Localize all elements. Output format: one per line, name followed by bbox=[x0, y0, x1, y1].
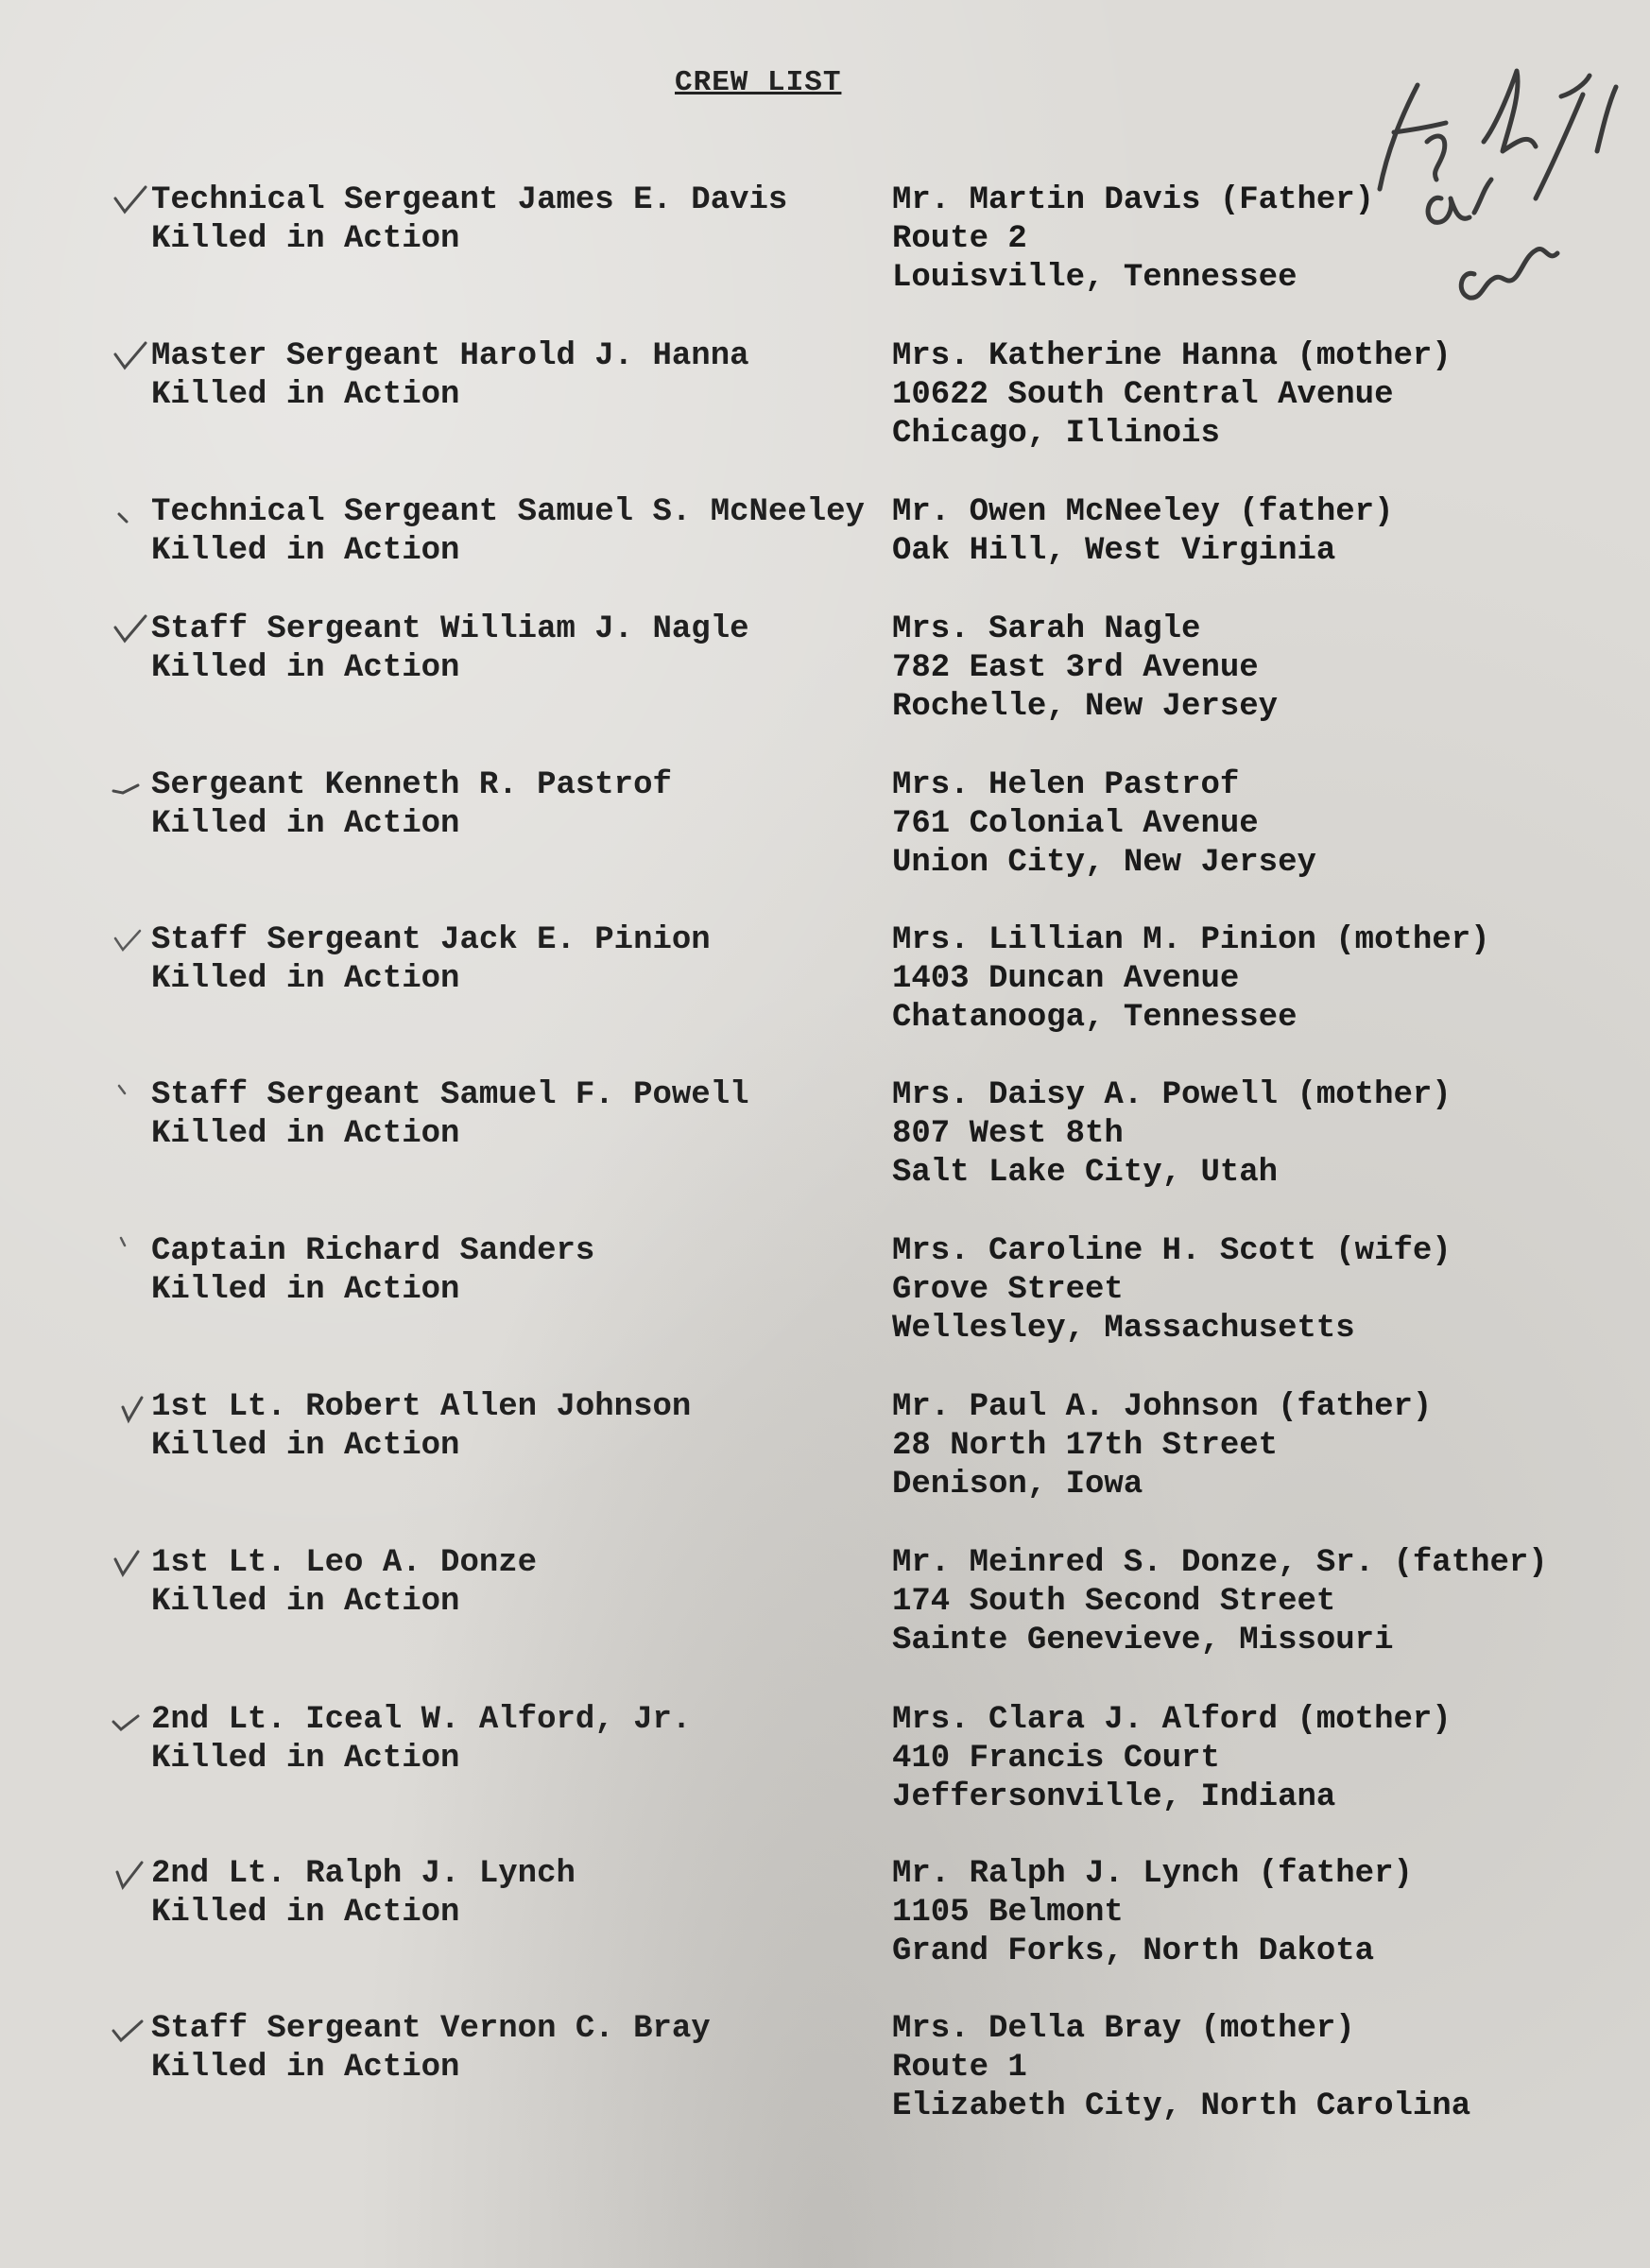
crew-member-status: Killed in Action bbox=[151, 2050, 460, 2086]
checkmark-icon bbox=[110, 1388, 149, 1428]
next-of-kin bbox=[892, 2010, 1470, 2126]
checkmark-icon bbox=[110, 493, 149, 533]
crew-member-status: Killed in Action bbox=[151, 533, 460, 569]
page-title: CREW LIST bbox=[675, 66, 842, 99]
checkmark-icon bbox=[110, 337, 149, 377]
crew-member-status: Killed in Action bbox=[151, 650, 460, 686]
crew-entry bbox=[0, 337, 1650, 470]
next-of-kin bbox=[892, 1388, 1432, 1504]
kin-address-line: Rochelle, New Jersey bbox=[892, 689, 1279, 725]
kin-name: Mrs. Daisy A. Powell (mother) bbox=[892, 1077, 1452, 1113]
kin-name: Mr. Meinred S. Donze, Sr. (father) bbox=[892, 1545, 1548, 1581]
kin-address-line: 174 South Second Street bbox=[892, 1584, 1336, 1620]
checkmark-icon bbox=[110, 610, 149, 650]
kin-name: Mrs. Clara J. Alford (mother) bbox=[892, 1702, 1452, 1738]
checkmark-icon bbox=[110, 1544, 149, 1584]
kin-address-line: Oak Hill, West Virginia bbox=[892, 533, 1336, 569]
crew-member bbox=[151, 610, 749, 688]
crew-member-status: Killed in Action bbox=[151, 1272, 460, 1308]
crew-member bbox=[151, 493, 865, 571]
crew-entry bbox=[0, 1076, 1650, 1209]
crew-member-status: Killed in Action bbox=[151, 1741, 460, 1777]
crew-member-name: 1st Lt. Robert Allen Johnson bbox=[151, 1389, 692, 1425]
checkmark-icon bbox=[110, 1855, 149, 1895]
next-of-kin bbox=[892, 493, 1394, 571]
next-of-kin bbox=[892, 1701, 1452, 1817]
kin-name: Mr. Owen McNeeley (father) bbox=[892, 494, 1394, 530]
kin-address-line: Wellesley, Massachusetts bbox=[892, 1311, 1355, 1347]
crew-member bbox=[151, 766, 672, 844]
crew-member-name: 2nd Lt. Ralph J. Lynch bbox=[151, 1856, 576, 1892]
crew-member-name: Sergeant Kenneth R. Pastrof bbox=[151, 767, 672, 803]
crew-member-name: Master Sergeant Harold J. Hanna bbox=[151, 338, 749, 374]
kin-address-line: Grove Street bbox=[892, 1272, 1124, 1308]
next-of-kin bbox=[892, 921, 1490, 1038]
kin-address-line: 782 East 3rd Avenue bbox=[892, 650, 1259, 686]
kin-address-line: Route 2 bbox=[892, 221, 1027, 257]
crew-member-status: Killed in Action bbox=[151, 377, 460, 413]
crew-member-name: Captain Richard Sanders bbox=[151, 1233, 595, 1269]
kin-address-line: Chicago, Illinois bbox=[892, 416, 1220, 452]
kin-address-line: Grand Forks, North Dakota bbox=[892, 1933, 1375, 1969]
crew-entry bbox=[0, 766, 1650, 899]
kin-address-line: 410 Francis Court bbox=[892, 1741, 1220, 1777]
kin-address-line: 1105 Belmont bbox=[892, 1895, 1124, 1931]
crew-entry bbox=[0, 181, 1650, 314]
kin-name: Mrs. Lillian M. Pinion (mother) bbox=[892, 922, 1490, 958]
crew-member bbox=[151, 337, 749, 415]
next-of-kin bbox=[892, 1076, 1452, 1193]
crew-member bbox=[151, 1701, 691, 1778]
crew-member-name: Staff Sergeant William J. Nagle bbox=[151, 611, 749, 647]
crew-entry bbox=[0, 1855, 1650, 1987]
kin-address-line: Sainte Genevieve, Missouri bbox=[892, 1623, 1394, 1658]
crew-member-name: Staff Sergeant Samuel F. Powell bbox=[151, 1077, 749, 1113]
crew-entry bbox=[0, 921, 1650, 1054]
crew-member-status: Killed in Action bbox=[151, 1428, 460, 1464]
kin-address-line: Chatanooga, Tennessee bbox=[892, 1000, 1298, 1036]
crew-member bbox=[151, 1076, 749, 1154]
crew-entry bbox=[0, 1388, 1650, 1521]
next-of-kin bbox=[892, 181, 1374, 298]
kin-name: Mrs. Helen Pastrof bbox=[892, 767, 1240, 803]
checkmark-icon bbox=[110, 181, 149, 221]
crew-member bbox=[151, 2010, 711, 2088]
crew-entry bbox=[0, 2010, 1650, 2142]
crew-entry bbox=[0, 493, 1650, 626]
kin-name: Mrs. Sarah Nagle bbox=[892, 611, 1201, 647]
kin-name: Mrs. Caroline H. Scott (wife) bbox=[892, 1233, 1452, 1269]
kin-address-line: 807 West 8th bbox=[892, 1116, 1124, 1152]
checkmark-icon bbox=[110, 1701, 149, 1741]
crew-entry bbox=[0, 1232, 1650, 1365]
crew-entry bbox=[0, 610, 1650, 743]
crew-entry bbox=[0, 1701, 1650, 1833]
next-of-kin bbox=[892, 1232, 1452, 1349]
crew-member bbox=[151, 921, 711, 999]
crew-member-name: Technical Sergeant James E. Davis bbox=[151, 182, 788, 218]
crew-member-name: 2nd Lt. Iceal W. Alford, Jr. bbox=[151, 1702, 692, 1738]
crew-member bbox=[151, 1544, 537, 1622]
crew-entry bbox=[0, 1544, 1650, 1676]
kin-address-line: Denison, Iowa bbox=[892, 1467, 1143, 1503]
checkmark-icon bbox=[110, 921, 149, 961]
next-of-kin bbox=[892, 610, 1278, 727]
crew-member-name: Technical Sergeant Samuel S. McNeeley bbox=[151, 494, 865, 530]
crew-member-status: Killed in Action bbox=[151, 1895, 460, 1931]
crew-member-status: Killed in Action bbox=[151, 961, 460, 997]
crew-member bbox=[151, 1388, 691, 1466]
kin-name: Mrs. Katherine Hanna (mother) bbox=[892, 338, 1452, 374]
checkmark-icon bbox=[110, 1076, 149, 1116]
kin-name: Mr. Ralph J. Lynch (father) bbox=[892, 1856, 1413, 1892]
kin-name: Mr. Martin Davis (Father) bbox=[892, 182, 1375, 218]
next-of-kin bbox=[892, 337, 1452, 454]
kin-address-line: 761 Colonial Avenue bbox=[892, 806, 1259, 842]
crew-member-name: Staff Sergeant Jack E. Pinion bbox=[151, 922, 711, 958]
next-of-kin bbox=[892, 766, 1316, 883]
kin-name: Mr. Paul A. Johnson (father) bbox=[892, 1389, 1433, 1425]
kin-address-line: 10622 South Central Avenue bbox=[892, 377, 1394, 413]
crew-member-status: Killed in Action bbox=[151, 1584, 460, 1620]
crew-member-name: 1st Lt. Leo A. Donze bbox=[151, 1545, 538, 1581]
kin-address-line: 1403 Duncan Avenue bbox=[892, 961, 1240, 997]
kin-address-line: Route 1 bbox=[892, 2050, 1027, 2086]
next-of-kin bbox=[892, 1855, 1413, 1971]
kin-address-line: 28 North 17th Street bbox=[892, 1428, 1279, 1464]
crew-member bbox=[151, 181, 787, 259]
kin-address-line: Jeffersonville, Indiana bbox=[892, 1779, 1336, 1815]
crew-member-name: Staff Sergeant Vernon C. Bray bbox=[151, 2011, 711, 2047]
kin-address-line: Salt Lake City, Utah bbox=[892, 1155, 1279, 1191]
next-of-kin bbox=[892, 1544, 1548, 1660]
crew-member bbox=[151, 1855, 576, 1933]
checkmark-icon bbox=[110, 766, 149, 806]
kin-address-line: Elizabeth City, North Carolina bbox=[892, 2088, 1471, 2124]
crew-member bbox=[151, 1232, 594, 1310]
checkmark-icon bbox=[110, 2010, 149, 2050]
kin-address-line: Union City, New Jersey bbox=[892, 845, 1316, 881]
crew-member-status: Killed in Action bbox=[151, 806, 460, 842]
kin-address-line: Louisville, Tennessee bbox=[892, 260, 1298, 296]
kin-name: Mrs. Della Bray (mother) bbox=[892, 2011, 1355, 2047]
crew-member-status: Killed in Action bbox=[151, 221, 460, 257]
crew-member-status: Killed in Action bbox=[151, 1116, 460, 1152]
checkmark-icon bbox=[110, 1232, 149, 1272]
